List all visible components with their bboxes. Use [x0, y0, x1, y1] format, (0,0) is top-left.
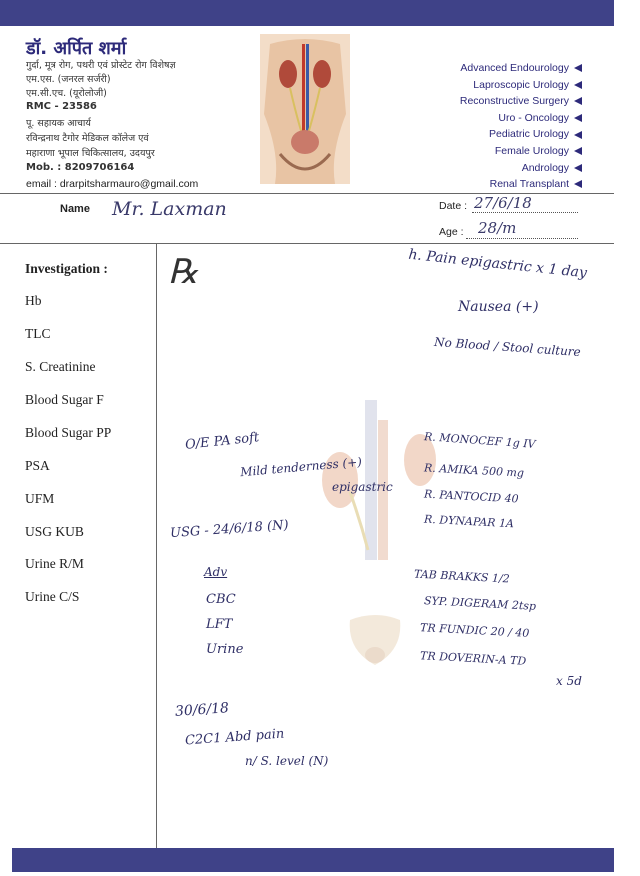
arrow-left-icon	[574, 180, 582, 188]
note-followup: C2C1 Abd pain	[184, 726, 285, 749]
doctor-name: डॉ. अर्पित शर्मा	[26, 38, 127, 59]
header-line-7: महाराणा भूपाल चिकित्सालय, उदयपुर	[26, 148, 155, 159]
note-urine: Urine	[206, 642, 244, 657]
age-dotted-line	[466, 238, 578, 239]
note-advice: Adv	[204, 565, 228, 579]
investigation-item: Urine R/M	[25, 556, 84, 571]
specialty-item: Reconstructive Surgery	[460, 93, 582, 110]
patient-name: Mr. Laxman	[112, 198, 227, 220]
rx-line: SYP. DIGERAM 2tsp	[423, 594, 537, 613]
arrow-left-icon	[574, 114, 582, 122]
note-usg: USG - 24/6/18 (N)	[169, 517, 290, 542]
note-cbc: CBC	[206, 592, 236, 607]
rx-line: R. MONOCEF 1g IV	[423, 430, 536, 451]
investigation-item: TLC	[25, 326, 51, 341]
investigation-item: Blood Sugar F	[25, 392, 104, 407]
specialties-list	[460, 60, 582, 193]
rx-line: TAB BRAKKS 1/2	[413, 567, 511, 586]
email: email : drarpitsharmauro@gmail.com	[26, 178, 199, 190]
patient-divider	[0, 243, 614, 244]
arrow-left-icon	[574, 97, 582, 105]
bottom-color-band	[12, 848, 614, 872]
note-followup-date: 30/6/18	[174, 700, 230, 720]
date-value: 27/6/18	[474, 194, 532, 212]
header-line-1: गुर्दा, मूत्र रोग, पथरी एवं प्रोस्टेट रोग विशेषज्ञ	[26, 60, 176, 71]
investigation-item: UFM	[25, 491, 55, 506]
specialty-item: Uro - Oncology	[460, 110, 582, 127]
top-color-band	[0, 0, 614, 26]
note-blood: No Blood / Stool culture	[433, 334, 582, 360]
rx-duration: x 5d	[556, 674, 582, 688]
investigation-item: Urine C/S	[25, 589, 80, 604]
note-complaint: h. Pain epigastric x 1 day	[407, 246, 588, 282]
rx-symbol: ℞	[168, 252, 199, 292]
investigation-item: PSA	[25, 458, 50, 473]
note-tenderness: Mild tenderness (+)	[239, 454, 363, 480]
urinary-anatomy-illustration	[260, 34, 350, 184]
specialty-item: Laproscopic Urology	[460, 77, 582, 94]
rx-line: R. AMIKA 500 mg	[423, 461, 525, 480]
specialty-item: Female Urology	[460, 143, 582, 160]
rx-line: TR DOVERIN-A TD	[419, 649, 527, 668]
note-oe: O/E PA soft	[184, 430, 260, 453]
rmc-number: RMC - 23586	[26, 101, 97, 112]
note-lft: LFT	[206, 617, 233, 632]
investigation-title: Investigation :	[25, 261, 108, 276]
mobile-number: Mob. : 8209706164	[26, 162, 135, 173]
note-nausea: Nausea (+)	[458, 299, 539, 315]
bladder-watermark-illustration	[345, 610, 405, 670]
rx-line: R. PANTOCID 40	[423, 487, 519, 506]
specialty-item: Advanced Endourology	[460, 60, 582, 77]
investigation-item: S. Creatinine	[25, 359, 96, 374]
arrow-left-icon	[574, 147, 582, 155]
arrow-left-icon	[574, 81, 582, 89]
rx-line: R. DYNAPAR 1A	[423, 512, 515, 531]
rx-line: TR FUNDIC 20 / 40	[419, 621, 530, 640]
note-followup-2: n/ S. level (N)	[245, 754, 329, 768]
specialty-item: Renal Transplant	[460, 176, 582, 193]
header-line-3: एम.सी.एच. (यूरोलोजी)	[26, 88, 107, 99]
arrow-left-icon	[574, 131, 582, 139]
specialty-item: Andrology	[460, 160, 582, 177]
header-line-5: पू. सहायक आचार्य	[26, 118, 91, 129]
investigation-item: USG KUB	[25, 524, 84, 539]
date-dotted-line	[472, 212, 578, 213]
header-line-6: रविन्द्रनाथ टैगोर मेडिकल कॉलेज एवं	[26, 133, 149, 144]
name-label: Name	[60, 203, 90, 215]
specialty-item: Pediatric Urology	[460, 126, 582, 143]
arrow-left-icon	[574, 164, 582, 172]
date-label: Date :	[439, 200, 468, 212]
age-label: Age :	[439, 226, 464, 238]
investigation-item: Blood Sugar PP	[25, 425, 112, 440]
column-divider	[156, 243, 157, 848]
age-value: 28/m	[478, 219, 517, 237]
investigation-item: Hb	[25, 293, 42, 308]
arrow-left-icon	[574, 64, 582, 72]
note-epigastric: epigastric	[332, 480, 393, 494]
header-line-2: एम.एस. (जनरल सर्जरी)	[26, 74, 111, 85]
